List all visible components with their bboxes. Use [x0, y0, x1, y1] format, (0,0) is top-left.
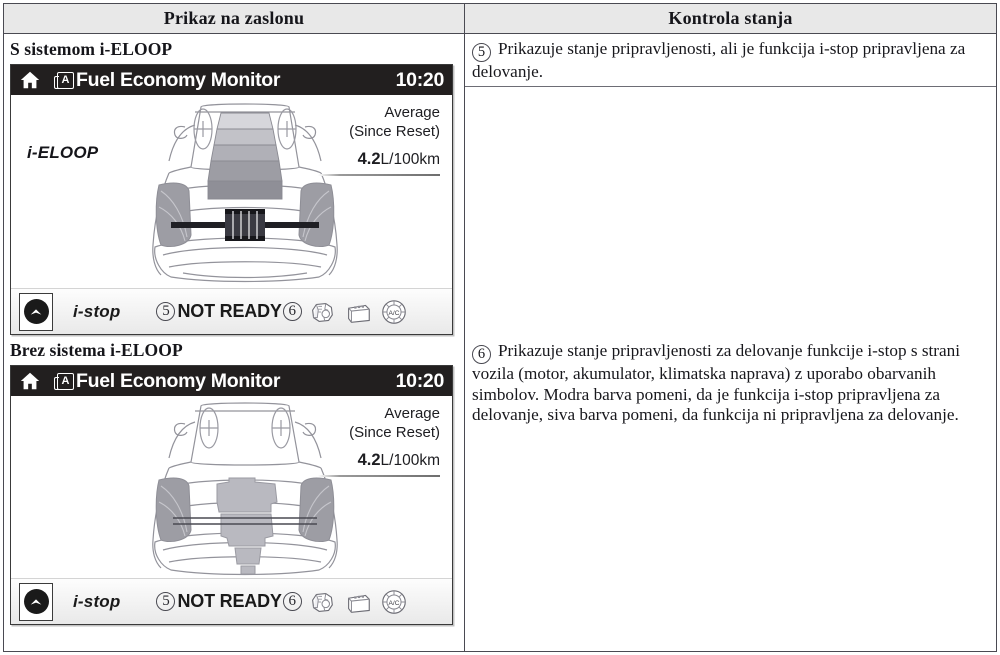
left-column-header: Prikaz na zaslonu: [4, 4, 464, 34]
comparison-table: [3, 3, 997, 652]
readout-line-average: Average: [384, 104, 440, 121]
readout-line-since-reset: (Since Reset): [349, 123, 440, 140]
readout-value-row: [318, 451, 440, 470]
readout-value: 4.2: [357, 451, 381, 469]
display-clock: 10:20: [395, 369, 444, 392]
ac-compressor-icon: [379, 297, 409, 327]
battery-icon: [343, 297, 373, 327]
callout-marker-6: 6: [283, 592, 302, 611]
fuel-economy-readout: [318, 404, 440, 477]
section-label-without-eloop: Brez sistema i-ELOOP: [10, 340, 183, 360]
readout-line-average: Average: [384, 405, 440, 422]
engine-icon: [307, 297, 337, 327]
readout-underline: [318, 475, 440, 477]
section-label-with-eloop: S sistemom i-ELOOP: [10, 39, 173, 59]
istop-toggle-button[interactable]: [19, 293, 53, 331]
callout-marker-6: 6: [283, 302, 302, 321]
home-icon[interactable]: [19, 370, 41, 392]
display-panel-with-eloop: [10, 64, 453, 335]
condition-text-6: Prikazuje stanje pripravljenosti za delovanje funkcije i-stop s strani vozila (motor, akumulator, klimatska naprava) z uporabo obarvanih simbolov. Modra barva pomeni, da je funkcija i-stop pripravljena za delovanje, siva barva pomeni, da funkcija ni pripravljena za delovanje.: [472, 341, 961, 424]
right-column: [465, 4, 996, 651]
home-icon[interactable]: [19, 69, 41, 91]
display-titlebar: [11, 366, 452, 396]
istop-ready-text: NOT READY: [177, 301, 282, 321]
istop-ready-text: NOT READY: [177, 591, 282, 611]
display-title: Fuel Economy Monitor: [76, 68, 281, 91]
istop-label: i-stop: [73, 591, 121, 611]
left-column: [4, 4, 465, 651]
callout-marker-6: 6: [472, 345, 491, 364]
istop-ready-group: [156, 587, 408, 617]
app-card-icon[interactable]: A: [57, 373, 74, 390]
left-column-body: [4, 34, 464, 651]
app-card-icon[interactable]: A: [57, 72, 74, 89]
readout-value: 4.2: [357, 150, 381, 168]
eloop-label: i-ELOOP: [27, 143, 99, 162]
callout-marker-5: 5: [472, 43, 491, 62]
istop-status-bar: [11, 288, 452, 334]
readout-unit: L/100km: [380, 452, 440, 469]
istop-status-bar: [11, 578, 452, 624]
fuel-economy-readout: [318, 103, 440, 176]
istop-toggle-button[interactable]: [19, 583, 53, 621]
ac-compressor-icon: [379, 587, 409, 617]
readout-unit: L/100km: [380, 151, 440, 168]
readout-line-since-reset: (Since Reset): [349, 424, 440, 441]
right-column-header: Kontrola stanja: [465, 4, 996, 34]
engine-icon: [307, 587, 337, 617]
callout-marker-5: 5: [156, 592, 175, 611]
istop-label: i-stop: [73, 301, 121, 321]
readout-underline: [318, 174, 440, 176]
istop-ready-group: [156, 297, 408, 327]
condition-entry-6: [465, 87, 996, 651]
display-clock: 10:20: [395, 68, 444, 91]
display-content-without-eloop: [11, 396, 452, 578]
condition-text-5: Prikazuje stanje pripravljenosti, ali je funkcija i-stop pripravljena za delovanje.: [472, 39, 966, 81]
svg-text:A/C: A/C: [388, 309, 400, 317]
vertical-spacer: [472, 93, 988, 341]
up-chevron-icon: [24, 299, 49, 324]
svg-text:A/C: A/C: [388, 599, 400, 607]
display-content-with-eloop: [11, 95, 452, 288]
battery-icon: [343, 587, 373, 617]
display-title: Fuel Economy Monitor: [76, 369, 281, 392]
istop-condition-icons: [307, 297, 409, 327]
callout-marker-5: 5: [156, 302, 175, 321]
readout-value-row: [318, 150, 440, 169]
display-panel-without-eloop: [10, 365, 453, 625]
up-chevron-icon: [24, 589, 49, 614]
display-titlebar: [11, 65, 452, 95]
condition-entry-5: [465, 34, 996, 87]
istop-condition-icons: [307, 587, 409, 617]
